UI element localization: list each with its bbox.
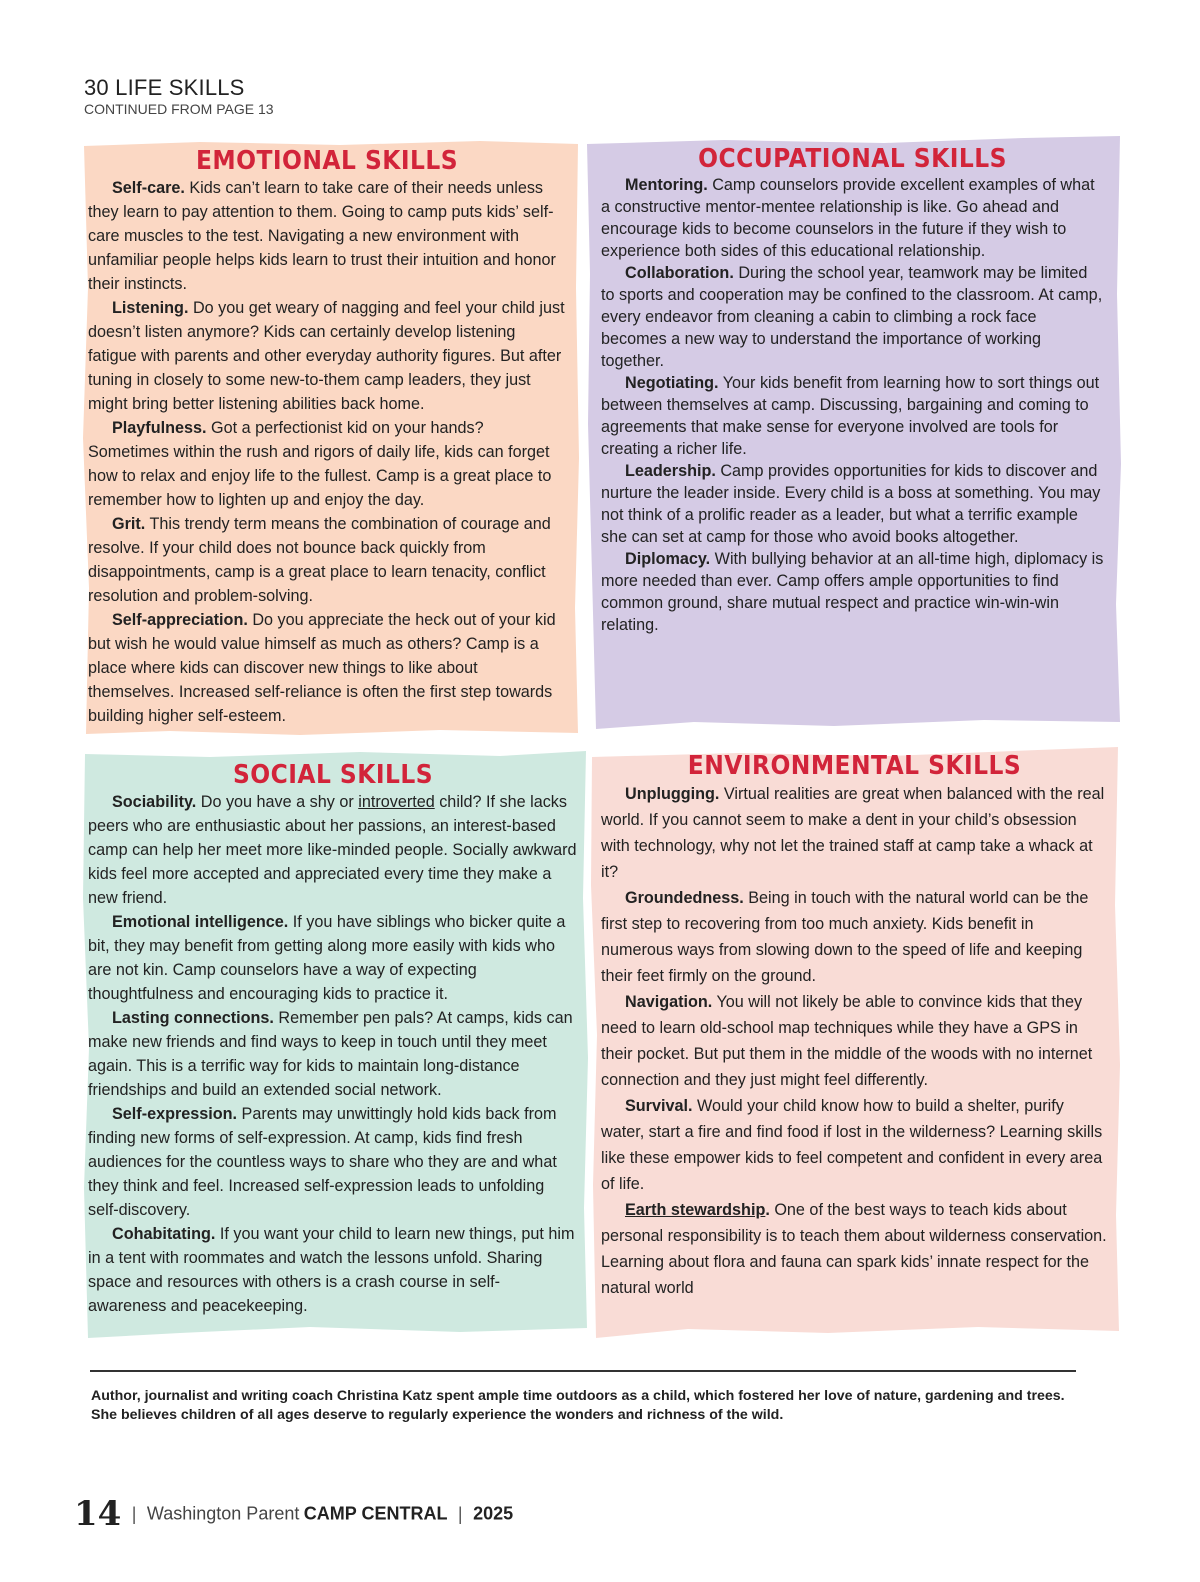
- occupational-heading: OCCUPATIONAL SKILLS: [698, 144, 1007, 174]
- page-header: [84, 76, 274, 117]
- skill-listening: Listening. Do you get weary of nagging and feel your child just doesn’t listen anymore? Kids can certainly develop listening fatigue with parents and other everyday authority figures. But after tuning in closely to some new-to-them camp leaders, they just might bring better listening abilities back home.: [88, 299, 565, 413]
- skill-negotiating: Negotiating. Your kids benefit from learning how to sort things out between themselves at camp. Discussing, bargaining and coming to agreements that make sense for everyone involved are tools for creating a richer life.: [601, 374, 1100, 458]
- skill-cohabitating: Cohabitating. If you want your child to learn new things, put him in a tent with roommates and watch the lessons unfold. Sharing space and resources with others is a crash course in self-awareness and peacekeeping.: [88, 1225, 575, 1315]
- skill-mentoring: Mentoring. Camp counselors provide excellent examples of what a constructive mentor-mentee relationship is like. Go ahead and encourage kids to become counselors in the future if they wish to experience both sides of this educational relationship.: [601, 176, 1095, 260]
- skill-grit: Grit. This trendy term means the combination of courage and resolve. If your child does not bounce back quickly from disappointments, camp is a great place to learn tenacity, conflict resolution and problem-solving.: [88, 515, 551, 605]
- author-bio: Author, journalist and writing coach Christina Katz spent ample time outdoors as a child, which fostered her love of nature, gardening and trees. She believes children of all ages deserve to regularly experience the wonders and richness of the wild.: [91, 1388, 1065, 1423]
- social-heading: SOCIAL SKILLS: [232, 760, 433, 790]
- skill-self-appreciation: Self-appreciation. Do you appreciate the heck out of your kid but wish he would value himself as much as others? Camp is a place where kids can discover new things to like about themselves. Increased self-reliance is often the first step towards building higher self-esteem.: [88, 611, 556, 725]
- introverted-link[interactable]: introverted: [358, 793, 435, 811]
- page-footer: [74, 1494, 513, 1534]
- skill-diplomacy: Diplomacy. With bullying behavior at an all-time high, diplomacy is more needed than ever. Camp offers ample opportunities to find common ground, share mutual respect and practice win-win-win relating.: [601, 550, 1104, 634]
- skill-lasting-connections: Lasting connections. Remember pen pals? At camps, kids can make new friends and find ways to keep in touch until they meet again. This is a terrific way for kids to maintain long-distance friendships and build an extended social network.: [88, 1009, 573, 1099]
- publication-name: Washington Parent: [146, 1503, 300, 1524]
- footer-separator-2: |: [457, 1503, 463, 1524]
- publication-year: 2025: [473, 1503, 514, 1524]
- emotional-skills-box: [80, 138, 580, 738]
- skill-self-care: Self-care. Kids can’t learn to take care of their needs unless they learn to pay attention to them. Going to camp puts kids’ self-care muscles to the test. Navigating a new environment with unfamiliar people helps kids learn to trust their intuition and honor their instincts.: [88, 179, 556, 293]
- skill-survival: Survival. Would your child know how to build a shelter, purify water, start a fire and find food if lost in the wilderness? Learning skills like these empower kids to feel competent and confident in every area of life.: [601, 1097, 1103, 1193]
- skill-emotional-intelligence: Emotional intelligence. If you have siblings who bicker quite a bit, they may benefit from getting along more easily with kids who are not kin. Camp counselors have a way of expecting thoughtfulness and encouraging kids to practice it.: [88, 913, 566, 1003]
- article-title: 30 LIFE SKILLS: [84, 75, 245, 100]
- page-number: 14: [74, 1494, 122, 1534]
- publication-brand: CAMP CENTRAL: [303, 1503, 448, 1524]
- skill-sociability: Sociability. Do you have a shy or introverted child? If she lacks peers who are enthusiastic about her passions, an interest-based camp can help her meet more like-minded people. Socially awkward kids feel more accepted and appreciated every time they make a new friend.: [88, 793, 577, 907]
- environmental-heading: ENVIRONMENTAL SKILLS: [687, 751, 1022, 781]
- continued-note: CONTINUED FROM PAGE 13: [84, 101, 274, 117]
- occupational-skills-box: [584, 134, 1122, 734]
- skill-navigation: Navigation. You will not likely be able to convince kids that they need to learn old-school map techniques while they have a GPS in their pocket. But put them in the middle of the woods with no internet connection and they just might feel differently.: [601, 993, 1093, 1089]
- skill-collaboration: Collaboration. During the school year, teamwork may be limited to sports and cooperation may be confined to the classroom. At camp, every endeavor from cleaning a cabin to climbing a rock face becomes a new way to understand the importance of working together.: [601, 264, 1103, 370]
- skill-leadership: Leadership. Camp provides opportunities for kids to discover and nurture the leader inside. Every child is a boss at something. You may not think of a prolific reader as a leader, but what a terrific example she can set at camp for those who avoid books altogether.: [601, 462, 1101, 546]
- social-skills-box: [80, 748, 590, 1343]
- skill-playfulness: Playfulness. Got a perfectionist kid on your hands? Sometimes within the rush and rigors of daily life, kids can forget how to relax and enjoy life to the fullest. Camp is a great place to remember how to lighten up and enjoy the day.: [88, 419, 552, 509]
- footer-separator: |: [131, 1503, 137, 1524]
- skill-groundedness: Groundedness. Being in touch with the natural world can be the first step to recovering from too much anxiety. Kids benefit in numerous ways from slowing down to the speed of life and keeping their feet firmly on the ground.: [601, 889, 1089, 985]
- skill-unplugging: Unplugging. Virtual realities are great when balanced with the real world. If you cannot seem to make a dent in your child’s obsession with technology, why not let the trained staff at camp take a whack at it?: [601, 785, 1105, 881]
- earth-stewardship-link[interactable]: Earth stewardship: [625, 1201, 766, 1219]
- skill-self-expression: Self-expression. Parents may unwittingly hold kids back from finding new forms of self-expression. At camp, kids find fresh audiences for the countless ways to share who they are and what they think and feel. Increased self-expression leads to unfolding self-discovery.: [88, 1105, 557, 1219]
- bio-divider: [90, 1370, 1076, 1372]
- skill-earth-stewardship: Earth stewardship. One of the best ways to teach kids about personal responsibility is to teach them about wilderness conservation. Learning about flora and fauna can spark kids’ innate respect for the natural world: [601, 1201, 1107, 1297]
- environmental-skills-box: [588, 745, 1122, 1345]
- emotional-heading: EMOTIONAL SKILLS: [195, 146, 459, 176]
